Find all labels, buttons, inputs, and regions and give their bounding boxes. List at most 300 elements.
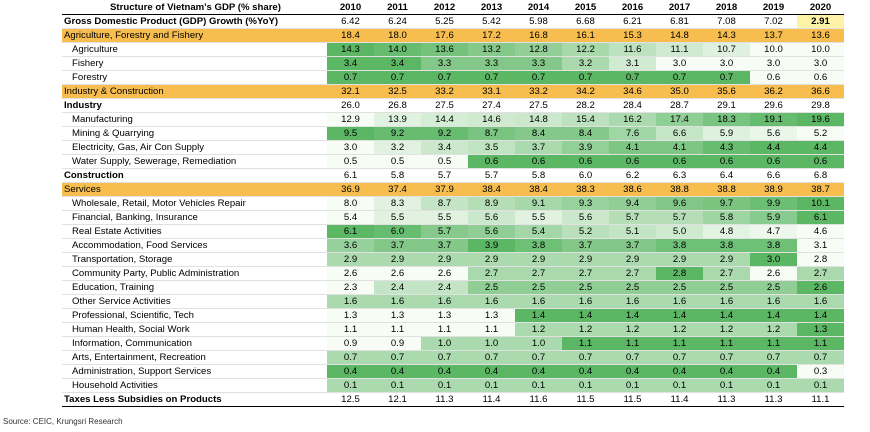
table-row: [62, 113, 844, 127]
value-cell: 1.0: [468, 337, 515, 351]
table-body: [62, 1, 844, 407]
value-cell: 3.7: [421, 239, 468, 253]
value-cell: 1.1: [468, 323, 515, 337]
value-cell: 0.7: [609, 71, 656, 85]
table-row: [62, 351, 844, 365]
value-cell: 12.2: [562, 43, 609, 57]
value-cell: 1.0: [421, 337, 468, 351]
value-cell: 6.4: [703, 169, 750, 183]
value-cell: 0.1: [327, 379, 374, 393]
row-label: Taxes Less Subsidies on Products: [62, 393, 327, 407]
value-cell: 0.6: [797, 71, 844, 85]
value-cell: 16.2: [609, 113, 656, 127]
value-cell: 0.9: [374, 337, 421, 351]
value-cell: 0.6: [562, 155, 609, 169]
value-cell: 0.7: [327, 351, 374, 365]
value-cell: 3.4: [421, 141, 468, 155]
value-cell: 7.08: [703, 15, 750, 29]
value-cell: 0.7: [562, 71, 609, 85]
table-row: [62, 57, 844, 71]
value-cell: 0.6: [656, 155, 703, 169]
value-cell: 1.1: [750, 337, 797, 351]
value-cell: 0.7: [703, 71, 750, 85]
value-cell: 4.7: [750, 225, 797, 239]
value-cell: 34.2: [562, 85, 609, 99]
value-cell: 29.8: [797, 99, 844, 113]
value-cell: 0.4: [515, 365, 562, 379]
value-cell: 0.1: [609, 379, 656, 393]
value-cell: 2.91: [797, 15, 844, 29]
value-cell: 1.4: [750, 309, 797, 323]
value-cell: 2.6: [421, 267, 468, 281]
value-cell: 12.5: [327, 393, 374, 407]
value-cell: 3.1: [609, 57, 656, 71]
row-label: Fishery: [62, 57, 327, 71]
value-cell: 6.1: [327, 169, 374, 183]
value-cell: 0.7: [515, 71, 562, 85]
table-row: [62, 295, 844, 309]
row-label: Arts, Entertainment, Recreation: [62, 351, 327, 365]
value-cell: 27.5: [421, 99, 468, 113]
value-cell: 0.4: [468, 365, 515, 379]
value-cell: 6.68: [562, 15, 609, 29]
value-cell: 38.8: [703, 183, 750, 197]
value-cell: 2.7: [468, 267, 515, 281]
year-header: 2015: [562, 1, 609, 15]
value-cell: 8.7: [468, 127, 515, 141]
value-cell: 2.9: [421, 253, 468, 267]
value-cell: 38.9: [750, 183, 797, 197]
value-cell: 38.7: [797, 183, 844, 197]
value-cell: 0.3: [797, 365, 844, 379]
value-cell: 5.9: [750, 211, 797, 225]
row-label: Agriculture: [62, 43, 327, 57]
value-cell: 1.4: [609, 309, 656, 323]
value-cell: 5.4: [327, 211, 374, 225]
value-cell: 3.8: [656, 239, 703, 253]
value-cell: 1.6: [703, 295, 750, 309]
value-cell: 7.6: [609, 127, 656, 141]
table-row: [62, 393, 844, 407]
value-cell: 3.4: [374, 57, 421, 71]
value-cell: 6.0: [562, 169, 609, 183]
value-cell: 4.1: [656, 141, 703, 155]
value-cell: 1.4: [797, 309, 844, 323]
value-cell: 1.2: [703, 323, 750, 337]
value-cell: 2.5: [656, 281, 703, 295]
value-cell: 0.6: [750, 71, 797, 85]
row-label: Accommodation, Food Services: [62, 239, 327, 253]
year-header: 2019: [750, 1, 797, 15]
value-cell: 13.9: [374, 113, 421, 127]
value-cell: 38.8: [656, 183, 703, 197]
value-cell: 8.7: [421, 197, 468, 211]
value-cell: 5.4: [515, 225, 562, 239]
value-cell: 0.5: [421, 155, 468, 169]
row-label: Real Estate Activities: [62, 225, 327, 239]
value-cell: 0.1: [703, 379, 750, 393]
value-cell: 2.9: [656, 253, 703, 267]
table-row: [62, 281, 844, 295]
value-cell: 3.1: [797, 239, 844, 253]
value-cell: 3.8: [750, 239, 797, 253]
value-cell: 5.0: [656, 225, 703, 239]
value-cell: 28.2: [562, 99, 609, 113]
value-cell: 6.1: [797, 211, 844, 225]
value-cell: 3.0: [703, 57, 750, 71]
table-title: Structure of Vietnam's GDP (% share): [62, 1, 327, 15]
value-cell: 0.1: [374, 379, 421, 393]
row-label: Industry & Construction: [62, 85, 327, 99]
value-cell: 0.1: [656, 379, 703, 393]
value-cell: 37.4: [374, 183, 421, 197]
row-label: Other Service Activities: [62, 295, 327, 309]
table-row: [62, 99, 844, 113]
value-cell: 3.9: [562, 141, 609, 155]
value-cell: 4.8: [703, 225, 750, 239]
value-cell: 0.7: [421, 351, 468, 365]
value-cell: 1.2: [750, 323, 797, 337]
row-label: Agriculture, Forestry and Fishery: [62, 29, 327, 43]
value-cell: 0.1: [750, 379, 797, 393]
value-cell: 17.2: [468, 29, 515, 43]
year-header: 2012: [421, 1, 468, 15]
value-cell: 6.0: [374, 225, 421, 239]
table-row: [62, 183, 844, 197]
value-cell: 3.0: [750, 253, 797, 267]
value-cell: 26.8: [374, 99, 421, 113]
value-cell: 38.4: [515, 183, 562, 197]
value-cell: 19.1: [750, 113, 797, 127]
value-cell: 2.3: [327, 281, 374, 295]
value-cell: 35.0: [656, 85, 703, 99]
value-cell: 15.4: [562, 113, 609, 127]
value-cell: 11.1: [797, 393, 844, 407]
value-cell: 1.6: [327, 295, 374, 309]
table-row: [62, 43, 844, 57]
value-cell: 26.0: [327, 99, 374, 113]
value-cell: 1.3: [374, 309, 421, 323]
value-cell: 0.5: [327, 155, 374, 169]
value-cell: 0.7: [468, 351, 515, 365]
value-cell: 9.2: [374, 127, 421, 141]
value-cell: 0.1: [515, 379, 562, 393]
table-row: [62, 85, 844, 99]
value-cell: 5.2: [562, 225, 609, 239]
value-cell: 13.7: [750, 29, 797, 43]
row-label: Mining & Quarrying: [62, 127, 327, 141]
value-cell: 27.5: [515, 99, 562, 113]
value-cell: 29.1: [703, 99, 750, 113]
value-cell: 18.3: [703, 113, 750, 127]
value-cell: 38.4: [468, 183, 515, 197]
value-cell: 0.1: [421, 379, 468, 393]
value-cell: 38.6: [609, 183, 656, 197]
value-cell: 2.5: [609, 281, 656, 295]
value-cell: 1.2: [515, 323, 562, 337]
table-row: [62, 155, 844, 169]
value-cell: 2.5: [468, 281, 515, 295]
value-cell: 0.1: [797, 379, 844, 393]
value-cell: 1.6: [609, 295, 656, 309]
value-cell: 2.5: [750, 281, 797, 295]
value-cell: 1.4: [656, 309, 703, 323]
value-cell: 9.1: [515, 197, 562, 211]
value-cell: 34.6: [609, 85, 656, 99]
source-note: Source: CEIC, Krungsri Research: [3, 417, 123, 426]
table-row: [62, 15, 844, 29]
value-cell: 3.0: [327, 141, 374, 155]
value-cell: 28.7: [656, 99, 703, 113]
value-cell: 2.6: [750, 267, 797, 281]
row-label: Wholesale, Retail, Motor Vehicles Repair: [62, 197, 327, 211]
value-cell: 5.8: [515, 169, 562, 183]
value-cell: 5.6: [562, 211, 609, 225]
value-cell: 11.5: [609, 393, 656, 407]
value-cell: 2.9: [562, 253, 609, 267]
value-cell: 5.6: [750, 127, 797, 141]
value-cell: 6.2: [609, 169, 656, 183]
value-cell: 14.6: [468, 113, 515, 127]
row-label: Water Supply, Sewerage, Remediation: [62, 155, 327, 169]
value-cell: 0.7: [421, 71, 468, 85]
value-cell: 1.6: [656, 295, 703, 309]
value-cell: 11.4: [468, 393, 515, 407]
value-cell: 11.4: [656, 393, 703, 407]
value-cell: 3.0: [750, 57, 797, 71]
year-header: 2017: [656, 1, 703, 15]
value-cell: 10.7: [703, 43, 750, 57]
value-cell: 3.7: [515, 141, 562, 155]
table-row: [62, 267, 844, 281]
value-cell: 2.7: [797, 267, 844, 281]
year-header: 2020: [797, 1, 844, 15]
value-cell: 1.2: [609, 323, 656, 337]
value-cell: 5.5: [421, 211, 468, 225]
year-header: 2011: [374, 1, 421, 15]
value-cell: 0.6: [797, 155, 844, 169]
value-cell: 0.7: [562, 351, 609, 365]
value-cell: 0.7: [703, 351, 750, 365]
value-cell: 2.5: [515, 281, 562, 295]
row-label: Household Activities: [62, 379, 327, 393]
value-cell: 12.1: [374, 393, 421, 407]
table-row: [62, 253, 844, 267]
value-cell: 6.81: [656, 15, 703, 29]
value-cell: 5.5: [374, 211, 421, 225]
row-label: Industry: [62, 99, 327, 113]
value-cell: 14.8: [515, 113, 562, 127]
value-cell: 1.1: [374, 323, 421, 337]
value-cell: 13.6: [797, 29, 844, 43]
value-cell: 1.2: [656, 323, 703, 337]
value-cell: 2.7: [609, 267, 656, 281]
value-cell: 3.7: [374, 239, 421, 253]
value-cell: 38.3: [562, 183, 609, 197]
value-cell: 3.0: [797, 57, 844, 71]
value-cell: 3.0: [656, 57, 703, 71]
value-cell: 2.9: [703, 253, 750, 267]
value-cell: 0.6: [703, 155, 750, 169]
value-cell: 14.3: [327, 43, 374, 57]
year-header: 2010: [327, 1, 374, 15]
value-cell: 0.1: [562, 379, 609, 393]
value-cell: 1.3: [468, 309, 515, 323]
row-label: Education, Training: [62, 281, 327, 295]
value-cell: 2.7: [515, 267, 562, 281]
table-row: [62, 71, 844, 85]
value-cell: 11.3: [750, 393, 797, 407]
value-cell: 1.6: [374, 295, 421, 309]
value-cell: 35.6: [703, 85, 750, 99]
value-cell: 10.0: [750, 43, 797, 57]
value-cell: 0.4: [421, 365, 468, 379]
value-cell: 36.6: [797, 85, 844, 99]
value-cell: 5.42: [468, 15, 515, 29]
value-cell: 5.9: [703, 127, 750, 141]
value-cell: 2.9: [468, 253, 515, 267]
value-cell: 10.0: [797, 43, 844, 57]
row-label: Gross Domestic Product (GDP) Growth (%YoY): [62, 15, 327, 29]
value-cell: 0.4: [374, 365, 421, 379]
value-cell: 9.4: [609, 197, 656, 211]
value-cell: 5.8: [374, 169, 421, 183]
value-cell: 3.7: [609, 239, 656, 253]
value-cell: 5.7: [421, 225, 468, 239]
value-cell: 1.3: [327, 309, 374, 323]
value-cell: 0.4: [609, 365, 656, 379]
value-cell: 2.9: [374, 253, 421, 267]
value-cell: 0.7: [797, 351, 844, 365]
value-cell: 0.4: [562, 365, 609, 379]
value-cell: 2.6: [327, 267, 374, 281]
value-cell: 0.7: [468, 71, 515, 85]
value-cell: 0.6: [515, 155, 562, 169]
value-cell: 0.1: [468, 379, 515, 393]
value-cell: 17.6: [421, 29, 468, 43]
value-cell: 8.0: [327, 197, 374, 211]
value-cell: 6.1: [327, 225, 374, 239]
value-cell: 2.8: [656, 267, 703, 281]
value-cell: 4.3: [703, 141, 750, 155]
value-cell: 5.7: [656, 211, 703, 225]
value-cell: 4.6: [797, 225, 844, 239]
value-cell: 6.3: [656, 169, 703, 183]
value-cell: 27.4: [468, 99, 515, 113]
value-cell: 15.3: [609, 29, 656, 43]
value-cell: 13.2: [468, 43, 515, 57]
value-cell: 5.98: [515, 15, 562, 29]
row-label: Transportation, Storage: [62, 253, 327, 267]
value-cell: 33.2: [515, 85, 562, 99]
year-header: 2013: [468, 1, 515, 15]
value-cell: 0.4: [327, 365, 374, 379]
value-cell: 14.0: [374, 43, 421, 57]
value-cell: 5.6: [468, 211, 515, 225]
value-cell: 0.4: [750, 365, 797, 379]
value-cell: 5.1: [609, 225, 656, 239]
value-cell: 5.25: [421, 15, 468, 29]
value-cell: 3.3: [515, 57, 562, 71]
value-cell: 29.6: [750, 99, 797, 113]
value-cell: 9.7: [703, 197, 750, 211]
year-header: 2016: [609, 1, 656, 15]
value-cell: 11.5: [562, 393, 609, 407]
row-label: Financial, Banking, Insurance: [62, 211, 327, 225]
value-cell: 0.7: [374, 71, 421, 85]
table-row: [62, 337, 844, 351]
value-cell: 1.6: [421, 295, 468, 309]
value-cell: 5.7: [421, 169, 468, 183]
table-row: [62, 379, 844, 393]
value-cell: 6.8: [797, 169, 844, 183]
table-row: [62, 197, 844, 211]
value-cell: 2.5: [703, 281, 750, 295]
value-cell: 5.2: [797, 127, 844, 141]
value-cell: 37.9: [421, 183, 468, 197]
header-row: [62, 1, 844, 15]
value-cell: 3.4: [327, 57, 374, 71]
value-cell: 9.6: [656, 197, 703, 211]
value-cell: 16.1: [562, 29, 609, 43]
value-cell: 0.7: [750, 351, 797, 365]
value-cell: 6.42: [327, 15, 374, 29]
value-cell: 1.1: [609, 337, 656, 351]
value-cell: 18.0: [374, 29, 421, 43]
value-cell: 0.5: [374, 155, 421, 169]
value-cell: 16.8: [515, 29, 562, 43]
value-cell: 2.9: [609, 253, 656, 267]
table-row: [62, 141, 844, 155]
value-cell: 3.5: [468, 141, 515, 155]
value-cell: 32.5: [374, 85, 421, 99]
value-cell: 0.4: [703, 365, 750, 379]
value-cell: 0.7: [374, 351, 421, 365]
value-cell: 1.1: [797, 337, 844, 351]
value-cell: 2.9: [327, 253, 374, 267]
value-cell: 12.9: [327, 113, 374, 127]
value-cell: 0.9: [327, 337, 374, 351]
value-cell: 5.5: [515, 211, 562, 225]
value-cell: 4.4: [797, 141, 844, 155]
value-cell: 0.7: [656, 71, 703, 85]
table-row: [62, 323, 844, 337]
value-cell: 28.4: [609, 99, 656, 113]
value-cell: 36.2: [750, 85, 797, 99]
value-cell: 6.6: [750, 169, 797, 183]
value-cell: 3.2: [562, 57, 609, 71]
row-label: Administration, Support Services: [62, 365, 327, 379]
value-cell: 12.8: [515, 43, 562, 57]
value-cell: 0.6: [750, 155, 797, 169]
table-row: [62, 309, 844, 323]
value-cell: 9.9: [750, 197, 797, 211]
year-header: 2014: [515, 1, 562, 15]
value-cell: 1.2: [562, 323, 609, 337]
value-cell: 6.6: [656, 127, 703, 141]
value-cell: 6.21: [609, 15, 656, 29]
row-label: Professional, Scientific, Tech: [62, 309, 327, 323]
value-cell: 3.6: [327, 239, 374, 253]
value-cell: 1.0: [515, 337, 562, 351]
value-cell: 5.7: [609, 211, 656, 225]
value-cell: 3.3: [468, 57, 515, 71]
table-row: [62, 127, 844, 141]
value-cell: 8.4: [562, 127, 609, 141]
value-cell: 2.6: [797, 281, 844, 295]
row-label: Forestry: [62, 71, 327, 85]
value-cell: 2.5: [562, 281, 609, 295]
